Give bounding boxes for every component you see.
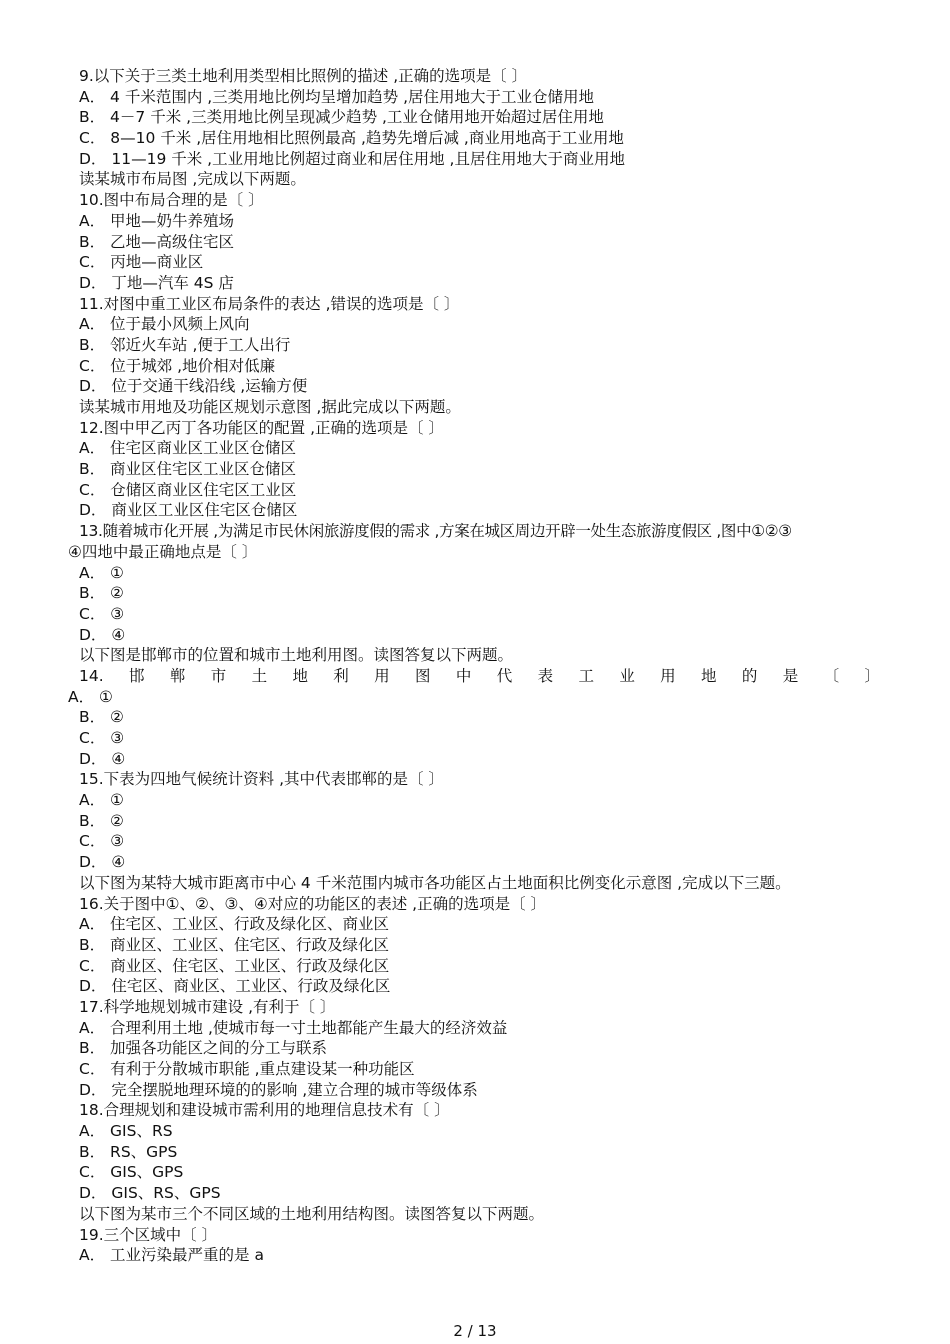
text-line: C． 商业区、住宅区、工业区、行政及绿化区 [79,956,390,975]
text-line: 19.三个区域中〔 〕 [79,1225,218,1244]
q14-char: 图 [415,666,431,685]
text-line: A． GIS、RS [79,1122,173,1141]
text-line: D． 11—19 千米 ,工业用地比例超过商业和居住用地 ,且居住用地大于商业用地 [79,149,625,168]
text-line: A． 住宅区商业区工业区仓储区 [79,439,297,458]
text-line: C． 仓储区商业区住宅区工业区 [79,480,297,499]
text-line: 11.对图中重工业区布局条件的表达 ,错误的选项是〔 〕 [79,294,460,313]
q14-char: 市 [210,666,227,685]
page-number: 2 / 13 [453,1322,497,1340]
text-line: 18.合理规划和建设城市需利用的地理信息技术有〔 〕 [79,1101,450,1120]
text-line: 16.关于图中①、②、③、④对应的功能区的表述 ,正确的选项是〔 〕 [79,894,547,913]
q14-char: 利 [333,666,349,685]
text-line: D． ④ [79,625,126,644]
q14-char: 14. [79,666,104,685]
text-line: C． 位于城郊 ,地价相对低廉 [79,356,276,375]
text-line: 10.图中布局合理的是〔 〕 [79,191,264,210]
text-line: 17.科学地规划城市建设 ,有利于〔 〕 [79,997,336,1016]
text-line: A． ① [79,563,124,582]
text-line: 12.图中甲乙丙丁各功能区的配置 ,正确的选项是〔 〕 [79,418,444,437]
text-line: D． 商业区工业区住宅区仓储区 [79,501,298,520]
q14-char: 业 [619,666,635,685]
text-line: A． 合理利用土地 ,使城市每一寸土地都能产生最大的经济效益 [79,1018,508,1037]
text-line: A． 工业污染最严重的是 a [79,1246,264,1265]
text-line: D． ④ [79,853,126,872]
text-line: B． ② [79,811,124,830]
q14-char: 代 [496,666,513,685]
text-line: D． 完全摆脱地理环境的的影响 ,建立合理的城市等级体系 [79,1080,478,1099]
text-line: A． 位于最小风频上风向 [79,315,250,334]
q14-char: 中 [455,666,472,685]
text-line: B． 加强各功能区之间的分工与联系 [79,1039,328,1058]
text-line: A． ① [79,791,124,810]
text-line: 以下图为某市三个不同区域的土地利用结构图。读图答复以下两题。 [79,1204,545,1223]
text-line: D． 位于交通干线沿线 ,运输方便 [79,377,308,396]
text-line: 以下图为某特大城市距离市中心 4 千米范围内城市各功能区占土地面积比例变化示意图 ,完成以下三题。 [79,873,791,892]
q14-char: 土 [251,666,268,685]
q14-char: 〕 [864,666,880,685]
question-14-option-a: A． ① [68,687,113,706]
text-line: 读某城市用地及功能区规划示意图 ,据此完成以下两题。 [79,398,461,416]
text-line: B． 商业区住宅区工业区仓储区 [79,460,297,479]
q14-char: 郸 [169,666,186,685]
text-line: C． ③ [79,604,125,623]
text-line: A． 甲地—奶牛养殖场 [79,211,235,230]
q14-char: 是 [782,666,799,685]
text-line: C． ③ [79,832,125,851]
q14-char: 用 [374,666,390,685]
text-line: C． 丙地—商业区 [79,253,204,272]
text-line: A． 4 千米范围内 ,三类用地比例均呈增加趋势 ,居住用地大于工业仓储用地 [79,87,595,106]
text-line: B． 乙地—高级住宅区 [79,232,235,251]
document-body [68,66,888,1266]
text-line: B． ② [79,708,124,727]
text-line: B． 商业区、工业区、住宅区、行政及绿化区 [79,935,390,954]
text-line: D． 丁地—汽车 4S 店 [79,273,234,292]
text-line: 以下图是邯郸市的位置和城市土地利用图。读图答复以下两题。 [79,646,514,665]
q14-char: 工 [578,666,594,685]
text-line: C． GIS、GPS [79,1163,184,1182]
text-line: 15.下表为四地气候统计资料 ,其中代表邯郸的是〔 〕 [79,770,444,789]
text-line: B． 邻近火车站 ,便于工人出行 [79,335,291,354]
text-line: D． ④ [79,749,126,768]
q14-char: 〔 [823,666,840,685]
text-line: C． ③ [79,729,125,747]
q14-char: 地 [701,666,717,685]
text-line: B． 4－7 千米 ,三类用地比例呈现减少趋势 ,工业仓储用地开始超过居住用地 [79,108,604,127]
q14-char: 用 [660,666,676,685]
q14-char: 的 [741,666,758,685]
q14-char: 地 [292,666,308,685]
q14-char: 邯 [129,666,145,685]
question-13-line-1: 13.随着城市化开展 ,为满足市民休闲旅游度假的需求 ,方案在城区周边开辟一处生态旅游度假区 ,图中①②③ [79,522,792,541]
text-line: B． ② [79,584,124,603]
text-line: 9.以下关于三类土地利用类型相比照例的描述 ,正确的选项是〔 〕 [79,67,528,85]
text-line: C． 8—10 千米 ,居住用地相比照例最高 ,趋势先增后减 ,商业用地高于工业用地 [79,129,624,148]
text-line: B． RS、GPS [79,1142,178,1161]
text-line: D． 住宅区、商业区、工业区、行政及绿化区 [79,977,391,996]
question-14-stretched-line [68,666,888,687]
q14-char: 表 [537,666,554,685]
question-13-line-2: ④四地中最正确地点是〔 〕 [68,542,258,561]
text-line: A． 住宅区、工业区、行政及绿化区、商业区 [79,915,390,934]
text-line: C． 有利于分散城市职能 ,重点建设某一种功能区 [79,1060,415,1078]
text-line: 读某城市布局图 ,完成以下两题。 [79,170,306,189]
text-line: D． GIS、RS、GPS [79,1184,221,1203]
